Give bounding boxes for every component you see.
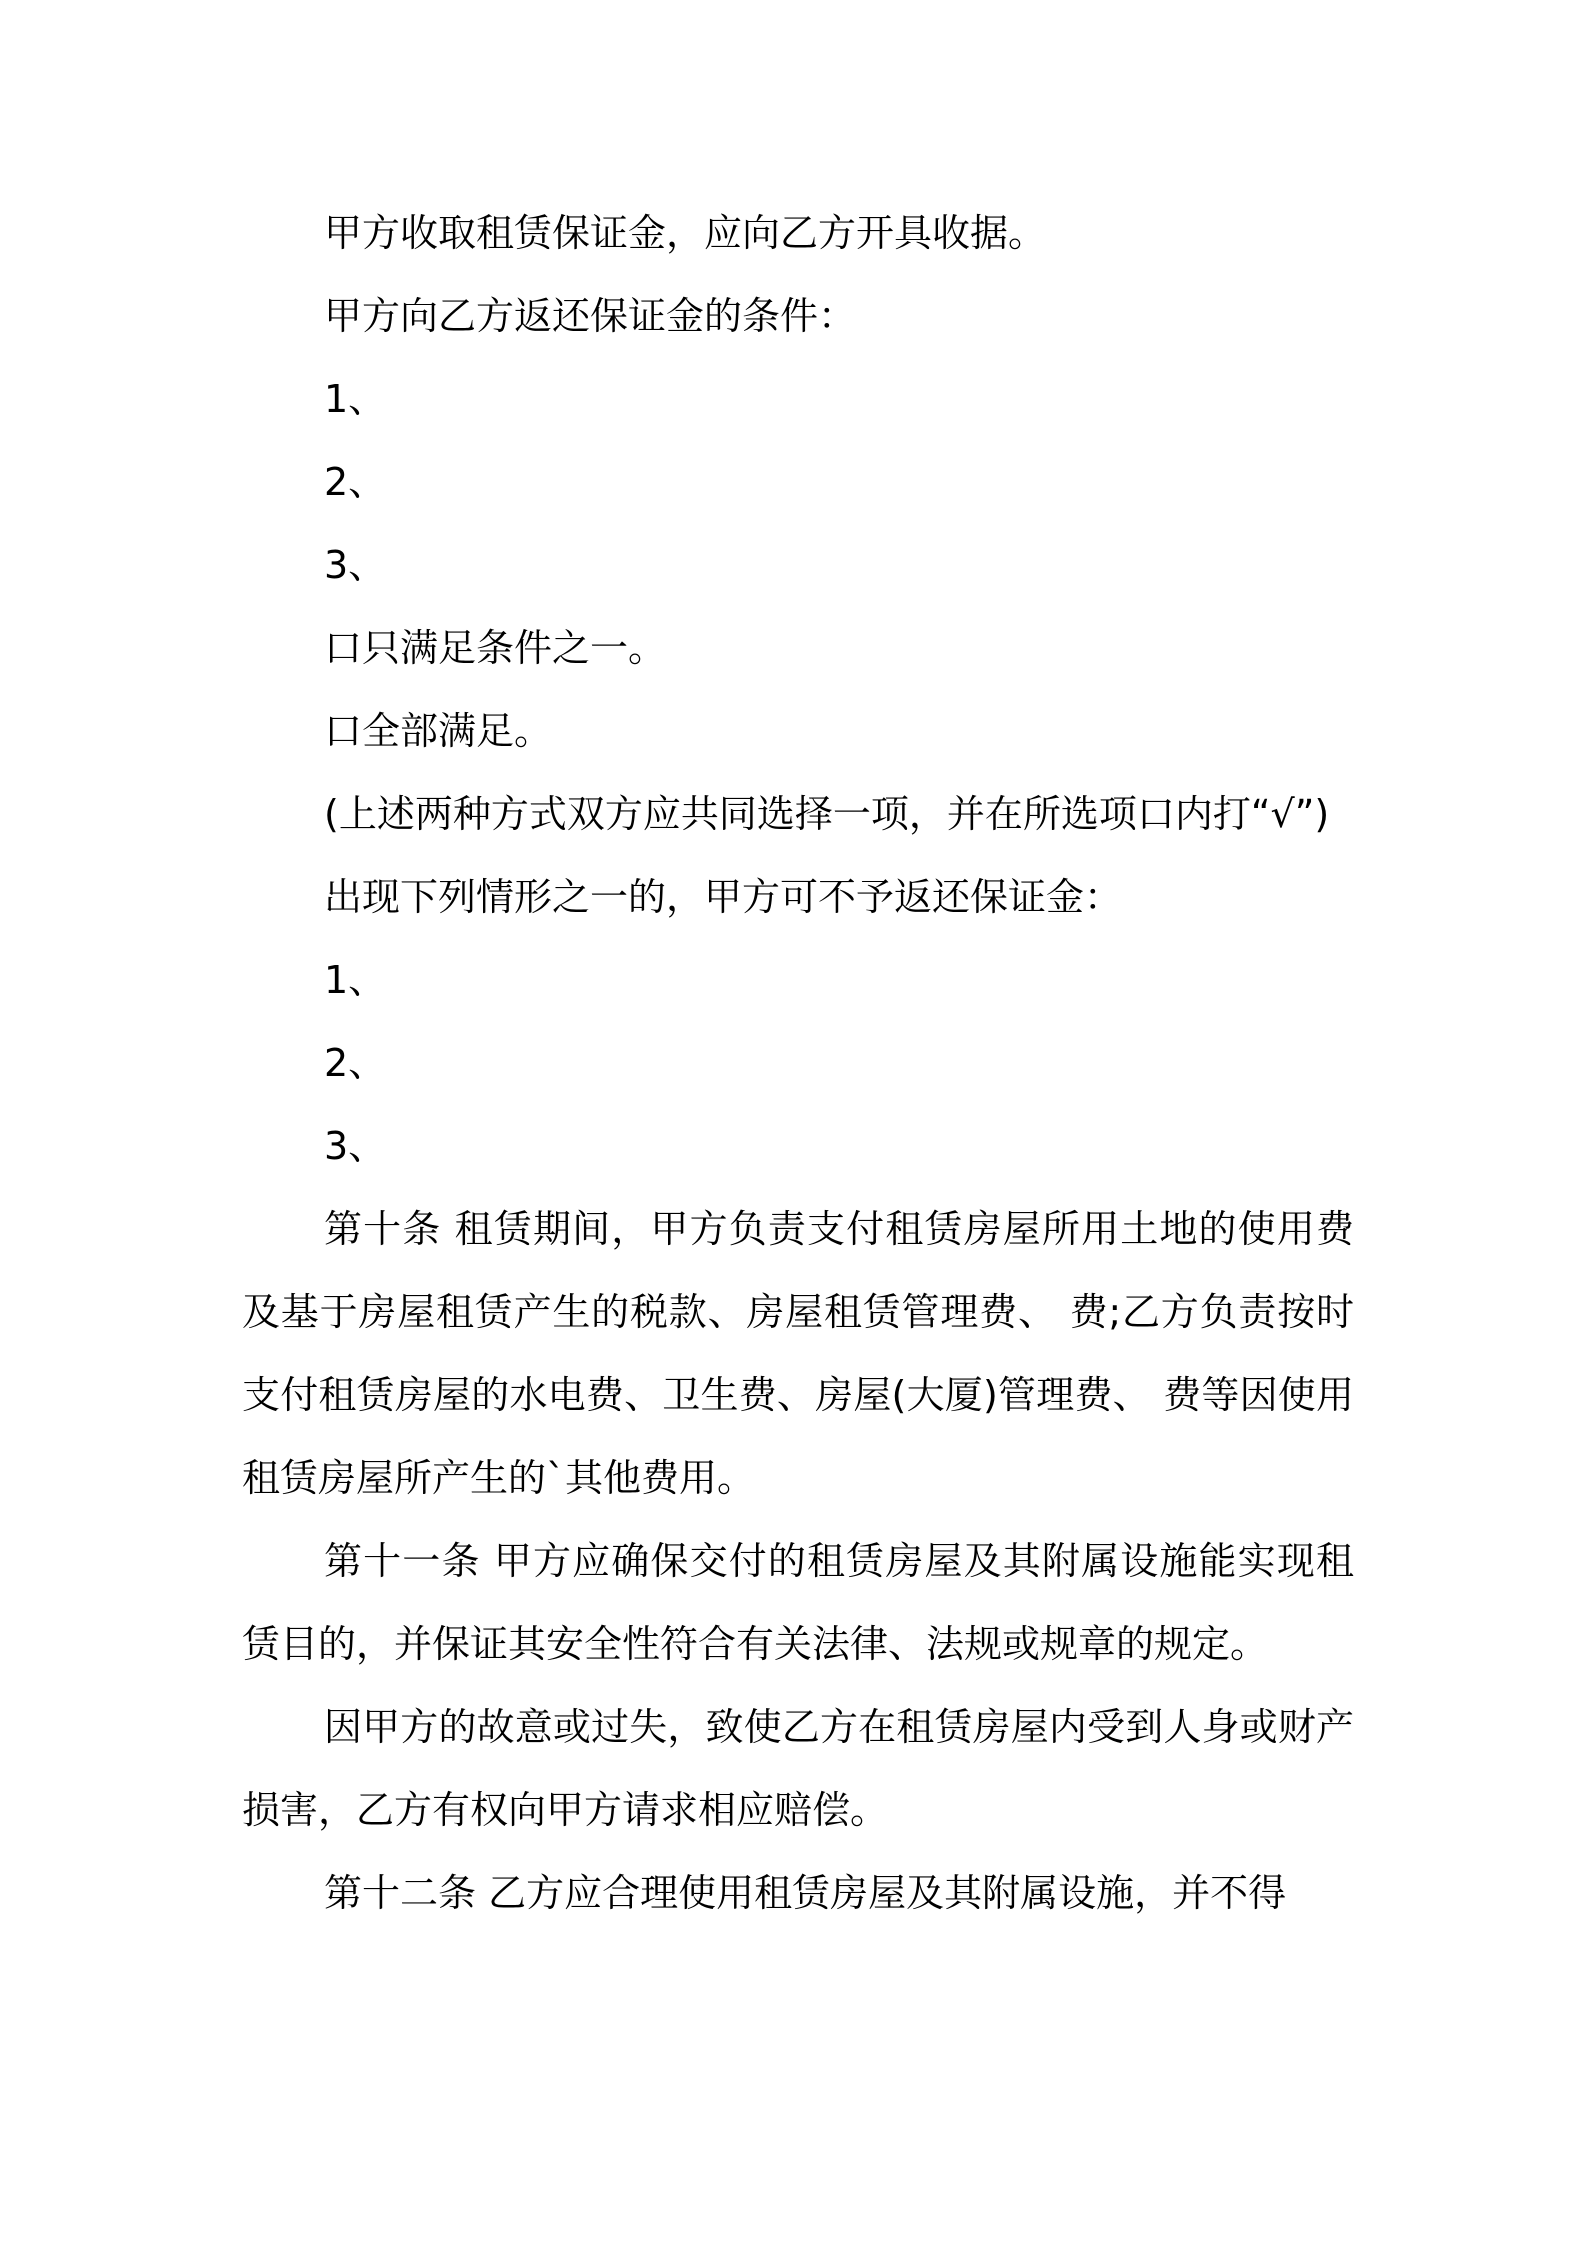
- checkbox-option-any-one: 口只满足条件之一。: [324, 626, 667, 670]
- paragraph-damage-compensation: 因甲方的故意或过失，致使乙方在租赁房屋内受到人身或财产损害，乙方有权向甲方请求相应赔偿。: [242, 1705, 1354, 1832]
- list-item-case-2: 2、: [324, 1041, 387, 1085]
- article-11: 第十一条 甲方应确保交付的租赁房屋及其附属设施能实现租赁目的，并保证其安全性符合有关法律、法规或规章的规定。: [242, 1539, 1354, 1666]
- paragraph-no-return-cases: 出现下列情形之一的，甲方可不予返还保证金：: [324, 875, 1123, 919]
- list-item-condition-2: 2、: [324, 460, 387, 504]
- list-item-case-1: 1、: [324, 958, 387, 1002]
- document-body: [242, 192, 1354, 1935]
- checkbox-option-all: 口全部满足。: [324, 709, 553, 753]
- list-item-condition-1: 1、: [324, 377, 387, 421]
- paragraph-return-conditions: 甲方向乙方返还保证金的条件：: [324, 294, 857, 338]
- paragraph-deposit-receipt: 甲方收取租赁保证金，应向乙方开具收据。: [324, 211, 1047, 255]
- list-item-condition-3: 3、: [324, 543, 387, 587]
- article-10: 第十条 租赁期间，甲方负责支付租赁房屋所用土地的使用费及基于房屋租赁产生的税款、房屋租赁管理费、 费;乙方负责按时支付租赁房屋的水电费、卫生费、房屋(大厦)管理费、 费等因使用租赁房屋所产生的`其他费用。: [242, 1207, 1354, 1500]
- list-item-case-3: 3、: [324, 1124, 387, 1168]
- article-12: 第十二条 乙方应合理使用租赁房屋及其附属设施，并不得: [324, 1871, 1287, 1915]
- paragraph-selection-note: (上述两种方式双方应共同选择一项，并在所选项口内打“√”): [324, 792, 1330, 836]
